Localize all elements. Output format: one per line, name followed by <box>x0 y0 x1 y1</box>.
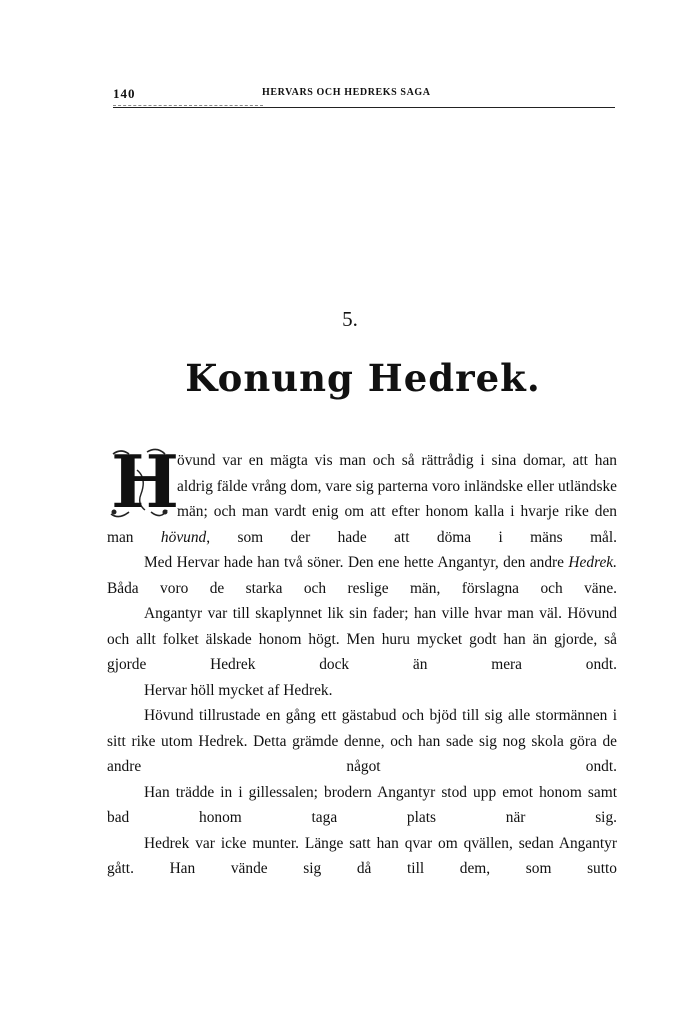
paragraph-1-emphasis: hövund <box>160 528 207 546</box>
paragraph-2-text-b: Båda voro de starka och reslige män, förslagna och väne. <box>107 579 617 597</box>
paragraph-2-text-a: Med Hervar hade han två söner. Den ene hette Angantyr, den andre <box>144 554 569 571</box>
chapter-title: Konung Hedrek. <box>185 356 541 400</box>
dropcap-letter: H <box>111 439 180 524</box>
header-rule <box>113 107 615 108</box>
chapter-number: 5. <box>342 307 358 331</box>
paragraph-1-text-b: , som der hade att döma i mäns mål. <box>206 528 617 546</box>
paragraph-6: Han trädde in i gillessalen; brodern Angantyr stod upp emot honom samt bad honom taga plats när sig. <box>107 783 617 826</box>
paragraph-3: Angantyr var till skaplynnet lik sin fader; han ville hvar man väl. Hövund och allt folket älskade honom högt. Men huru mycket godt han än gjorde, så gjorde Hedrek dock än mera ondt. <box>107 605 617 673</box>
dropcap <box>107 439 180 524</box>
body-text <box>107 439 617 882</box>
paragraph-2-emphasis: Hedrek. <box>568 554 617 571</box>
header-dashed-rule <box>113 105 263 106</box>
paragraph-4: Hervar höll mycket af Hedrek. <box>144 681 333 699</box>
paragraph-5: Hövund tillrustade en gång ett gästabud och bjöd till sig alle stormännen i sitt rike utom Hedrek. Detta grämde denne, och han sade sig nog skola göra de andre något ondt. <box>107 707 617 775</box>
paragraph-1 <box>107 439 617 550</box>
running-title: HERVARS OCH HEDREKS SAGA <box>262 87 431 98</box>
paragraph-7: Hedrek var icke munter. Länge satt han qvar om qvällen, sedan Angantyr gått. Han vände sig då till dem, som sutto <box>107 834 617 877</box>
paragraph-1-text-a: övund var en mägta vis man och så rättrådig i sina domar, att han aldrig fälde vrång dom, vare sig parterna voro inländske eller utländske män; och man vardt enig om att efter honom kalla i hvarje rike den man <box>107 452 617 546</box>
paragraph-2 <box>107 550 617 601</box>
page-number: 140 <box>113 86 136 101</box>
running-head <box>113 86 615 106</box>
